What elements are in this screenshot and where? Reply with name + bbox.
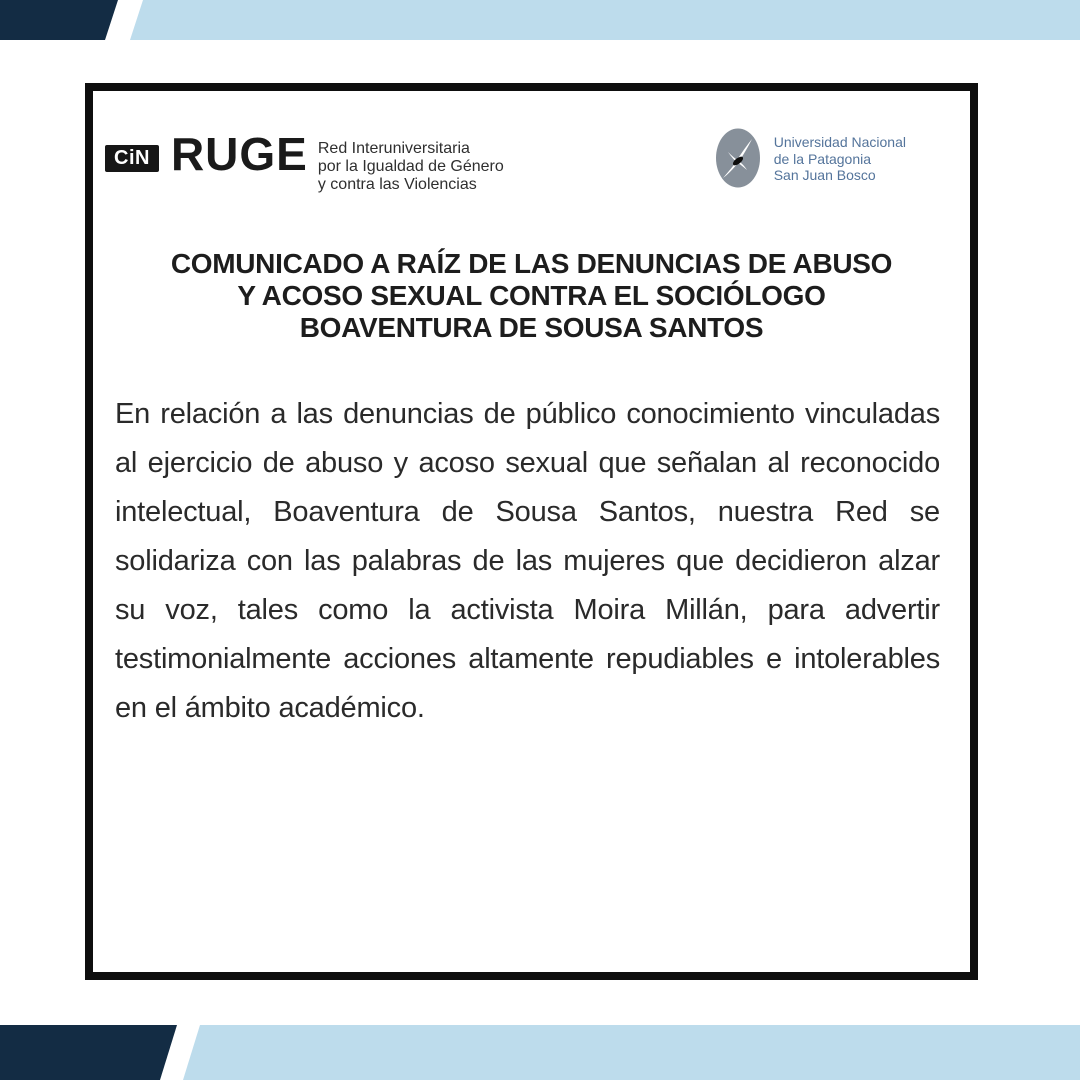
- ruge-tagline-line: Red Interuniversitaria: [317, 140, 470, 157]
- communique-body: En relación a las denuncias de público conocimiento vinculadas al ejercicio de abuso y acoso sexual que señalan al reconocido intelectual, Boaventura de Sousa Santos, nuestra Red se solidariza con las palabras de las mujeres que decidieron alzar su voz, tales como la activista Moira Millán, para advertir testimonialmente acciones altamente repudiables e intolerables en el ámbito académico.: [115, 398, 940, 724]
- bottom-decorative-band: [0, 1025, 1080, 1080]
- university-name-line: San Juan Bosco: [773, 167, 876, 183]
- top-decorative-band: [0, 0, 1080, 40]
- communique-title: [93, 248, 970, 344]
- title-line: COMUNICADO A RAÍZ DE LAS DENUNCIAS DE ABUSO: [170, 248, 893, 279]
- title-line: Y ACOSO SEXUAL CONTRA EL SOCIÓLOGO: [237, 280, 826, 311]
- albatross-icon: [716, 128, 760, 188]
- ruge-tagline-line: y contra las Violencias: [317, 176, 477, 193]
- university-name-line: Universidad Nacional: [773, 134, 906, 150]
- university-name: [774, 134, 906, 184]
- ruge-logo: [105, 128, 504, 194]
- ruge-tagline-line: por la Igualdad de Género: [317, 158, 504, 175]
- cin-logo-badge: CiN: [105, 145, 159, 172]
- communique-card: [85, 83, 978, 980]
- title-line: BOAVENTURA DE SOUSA SANTOS: [299, 312, 764, 343]
- top-band-lightblue-shape: [0, 0, 1080, 40]
- card-header: [93, 128, 970, 194]
- ruge-wordmark: RUGE: [170, 128, 308, 180]
- ruge-tagline: [318, 140, 504, 194]
- university-logo: [716, 128, 906, 188]
- university-name-line: de la Patagonia: [773, 150, 872, 167]
